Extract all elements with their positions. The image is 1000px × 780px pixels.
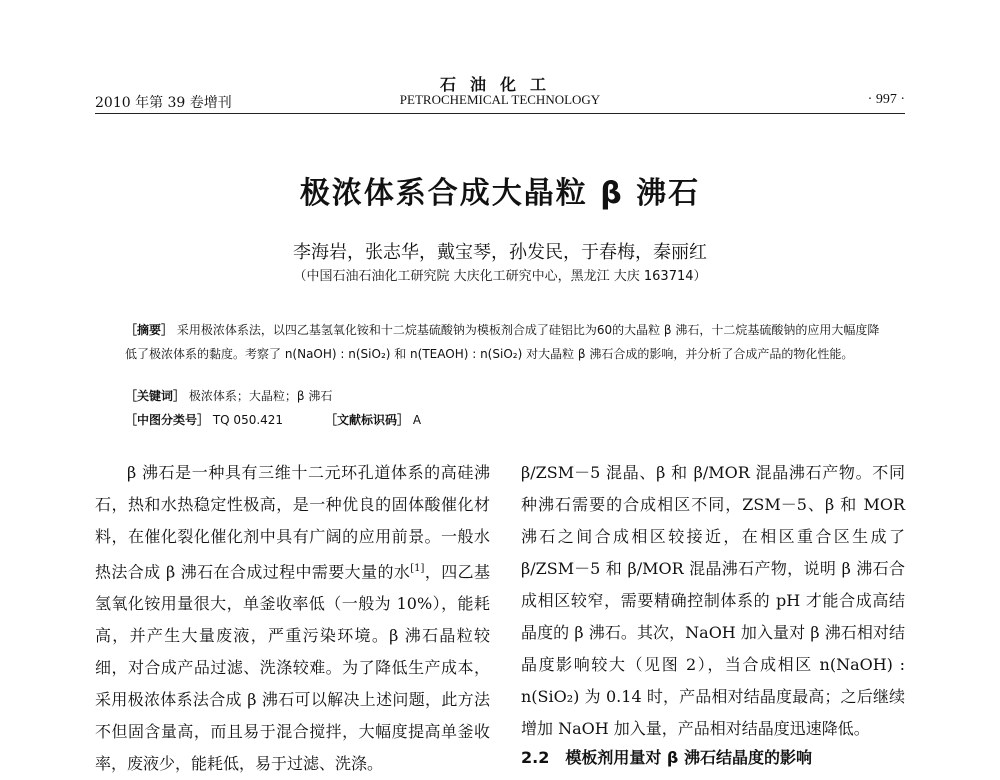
abstract-text: 采用极浓体系法，以四乙基氢氧化铵和十二烷基硫酸钠为模板剂合成了硅铝比为60的大晶粒 β 沸石，十二烷基硫酸钠的应用大幅度降低了极浓体系的黏度。考察了 n(NaOH) : n(SiO₂) 和 n(TEAOH) : n(SiO₂) 对大晶粒 β 沸石合成的影响，并分析了合成产品的物化性能。 bbox=[125, 323, 880, 361]
author-list: 李海岩，张志华，戴宝琴，孙发民，于春梅，秦丽红 bbox=[293, 242, 707, 263]
abstract bbox=[125, 318, 880, 366]
section-heading: 2.2 模板剂用量对 β 沸石结晶度的影响 bbox=[521, 748, 812, 767]
results-paragraph: β/ZSM－5 混晶、β 和 β/MOR 混晶沸石产物。不同种沸石需要的合成相区不同，ZSM－5、β 和 MOR 沸石之间合成相区较接近，在相区重合区生成了 β/ZSM－5 和 β/MOR 混晶沸石产物，说明 β 沸石合成相区较窄，需要精确控制体系的 pH 才能合成高结晶度的 β 沸石。其次，NaOH 加入量对 β 沸石相对结晶度影响较大（见图 2），当合成相区 n(NaOH) : n(SiO₂) 为 0.14 时，产品相对结晶度最高；之后继续增加 NaOH 加入量，产品相对结晶度迅速降低。 bbox=[521, 463, 905, 738]
page-number: · 997 · bbox=[867, 92, 905, 107]
issue-info: 2010 年第 39 卷增刊 bbox=[95, 95, 232, 111]
keywords bbox=[125, 387, 332, 404]
classification bbox=[125, 411, 283, 428]
journal-title-zh: 石油化工 bbox=[439, 75, 560, 94]
intro-text-part1: β 沸石是一种具有三维十二元环孔道体系的高硅沸石，热和水热稳定性极高，是一种优良的固体酸催化材料，在催化裂化催化剂中具有广阔的应用前景。一般水热法合成 β 沸石在合成过程中需要大量的水 bbox=[95, 463, 490, 582]
doc-code-value: A bbox=[412, 413, 422, 427]
keywords-label: ［关键词］ bbox=[125, 389, 186, 403]
classification-value: TQ 050.421 bbox=[212, 413, 284, 427]
journal-title-en: PETROCHEMICAL TECHNOLOGY bbox=[399, 92, 601, 107]
intro-paragraph bbox=[95, 457, 490, 780]
abstract-label: ［摘要］ bbox=[125, 323, 174, 337]
affiliation: （中国石油石油化工研究院 大庆化工研究中心，黑龙江 大庆 163714） bbox=[293, 269, 707, 284]
keywords-text: 极浓体系；大晶粒；β 沸石 bbox=[188, 389, 333, 403]
body-column-left bbox=[95, 457, 490, 780]
header-rule bbox=[95, 113, 905, 114]
article-title: 极浓体系合成大晶粒 β 沸石 bbox=[299, 176, 701, 211]
classification-label: ［中图分类号］ bbox=[125, 413, 210, 427]
body-column-right bbox=[521, 457, 905, 745]
intro-text-part2: ，四乙基氢氧化铵用量很大，单釜收率低（一般为 10%），能耗高，并产生大量废液，严重污染环境。β 沸石晶粒较细，对合成产品过滤、洗涤较难。为了降低生产成本，采用极浓体系法合成 β 沸石可以解决上述问题，此方法不但固含量高，而且易于混合搅拌，大幅度提高单釜收率，废液少，能耗低，易于过滤、洗涤。 bbox=[95, 562, 490, 774]
citation-ref: [1] bbox=[410, 563, 425, 574]
document-code bbox=[325, 411, 421, 428]
doc-code-label: ［文献标识码］ bbox=[325, 413, 410, 427]
